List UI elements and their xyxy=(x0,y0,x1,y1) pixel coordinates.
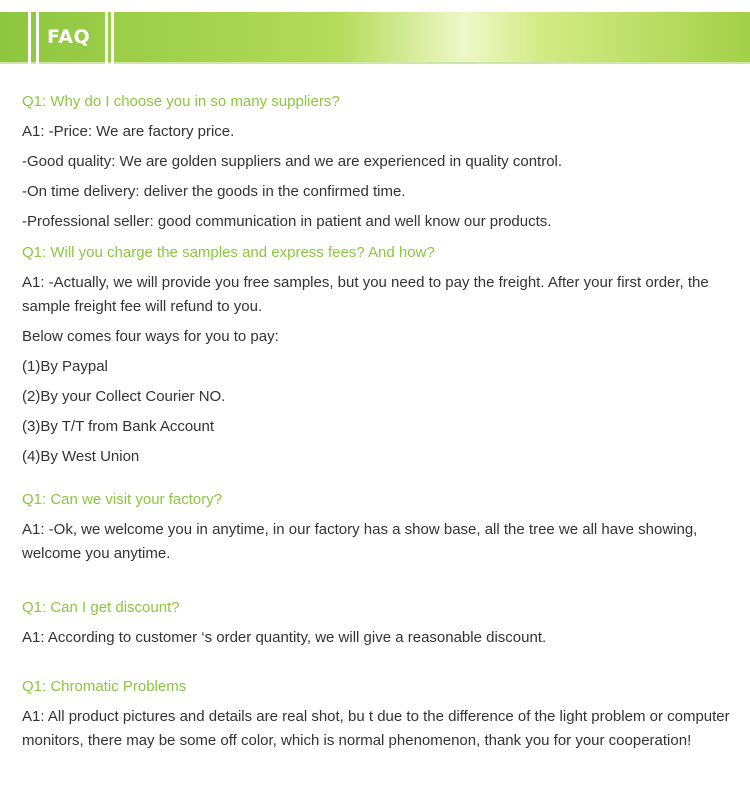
faq-answer-line: (2)By your Collect Courier NO. xyxy=(22,388,226,405)
banner-stripe xyxy=(28,12,31,64)
faq-title: FAQ xyxy=(47,26,91,48)
banner-stripe xyxy=(105,12,108,64)
faq-answer-line: A1: -Actually, we will provide you free samples, but you need to pay the freight. After your first order, the sample freight fee will refund to you. xyxy=(22,274,709,315)
faq-answer-line: (4)By West Union xyxy=(22,448,140,465)
faq-item xyxy=(22,241,732,488)
banner-stripe xyxy=(111,12,114,64)
faq-item xyxy=(22,488,732,596)
faq-item xyxy=(22,596,732,675)
faq-answer-line: Below comes four ways for you to pay: xyxy=(22,328,279,345)
faq-item xyxy=(22,675,732,753)
faq-question: Q1: Can we visit your factory? xyxy=(22,491,223,508)
faq-item xyxy=(22,90,732,241)
faq-answer-line: (1)By Paypal xyxy=(22,358,108,375)
faq-list xyxy=(22,90,732,753)
faq-question: Q1: Can I get discount? xyxy=(22,599,180,616)
faq-question: Q1: Will you charge the samples and express fees? And how? xyxy=(22,244,435,261)
faq-answer-line: A1: All product pictures and details are real shot, bu t due to the difference of the light problem or computer monitors, there may be some off color, which is normal phenomenon, thank you for your cooperation! xyxy=(22,708,730,749)
faq-answer-line: A1: According to customer ‘s order quantity, we will give a reasonable discount. xyxy=(22,629,547,646)
faq-question: Q1: Why do I choose you in so many suppliers? xyxy=(22,93,340,110)
faq-answer-line: -Professional seller: good communication in patient and well know our products. xyxy=(22,213,552,230)
faq-answer-line: -On time delivery: deliver the goods in the confirmed time. xyxy=(22,183,406,200)
faq-answer-line: A1: -Ok, we welcome you in anytime, in our factory has a show base, all the tree we all have showing, welcome you anytime. xyxy=(22,521,698,562)
faq-answer-line: A1: -Price: We are factory price. xyxy=(22,123,235,140)
faq-answer-line: (3)By T/T from Bank Account xyxy=(22,418,215,435)
banner-stripe xyxy=(36,12,39,64)
faq-answer-line: -Good quality: We are golden suppliers and we are experienced in quality control. xyxy=(22,153,563,170)
faq-question: Q1: Chromatic Problems xyxy=(22,678,187,695)
faq-banner xyxy=(0,12,750,64)
